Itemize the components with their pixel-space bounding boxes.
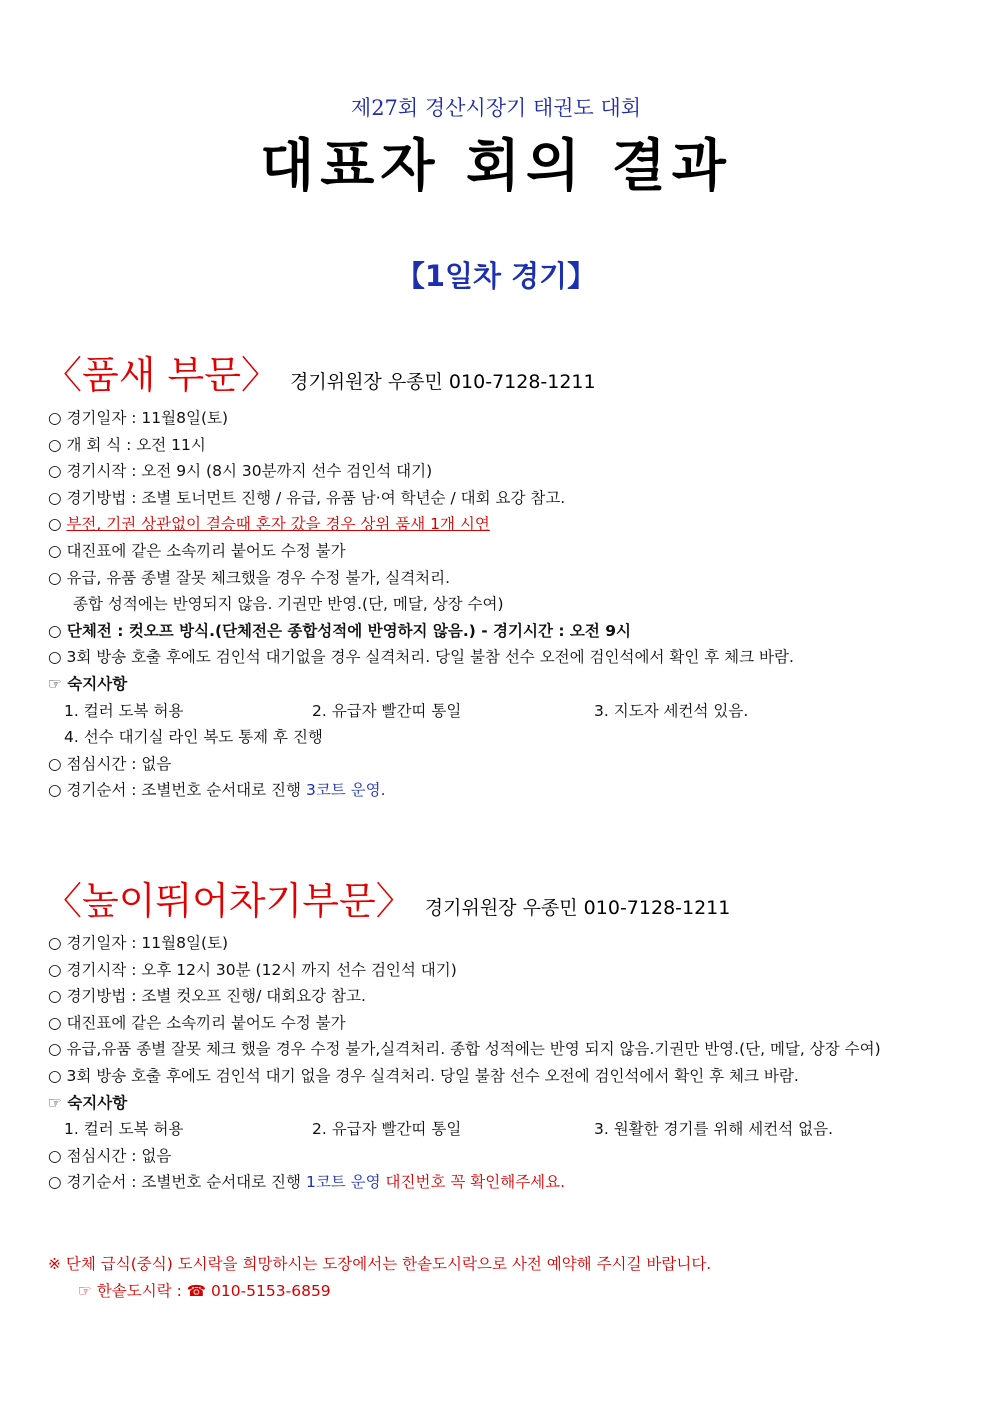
poomsae-bracket-rule: ○ 대진표에 같은 소속끼리 붙어도 수정 불가 [48,541,346,560]
jumpkick-notice-1: 1. 컬러 도복 허용 [64,1120,184,1139]
poomsae-notice-heading: ☞ 숙지사항 [48,674,128,693]
jumpkick-section-title: 〈높이뛰어차기부문〉 [44,879,414,923]
lunchbox-note-text: ※ 단체 급식(중식) 도시락을 희망하시는 도장에서는 한솥도시락으로 사전 예약해 주시길 바랍니다. [48,1255,712,1273]
poomsae-committee-contact: 경기위원장 우종민 010-7128-1211 [290,371,596,393]
jumpkick-bracket-rule: ○ 대진표에 같은 소속끼리 붙어도 수정 불가 [48,1013,346,1032]
poomsae-date: ○ 경기일자 : 11월8일(토) [48,409,229,427]
poomsae-section-header [44,344,596,399]
poomsae-notice-2: 2. 유급자 빨간띠 통일 [312,701,462,720]
poomsae-final-rule-marker: ○ [48,515,67,534]
lunchbox-note [48,1251,711,1304]
page-title: 대표자 회의 결과 [260,134,732,199]
poomsae-opening: ○ 개 회 식 : 오전 11시 [48,435,206,454]
event-subtitle: 제27회 경산시장기 태권도 대회 [350,96,642,120]
poomsae-team-event: ○ 단체전 : 컷오프 방식.(단체전은 종합성적에 반영하지 않음.) - 경기시간 : 오전 9시 [48,621,632,640]
poomsae-section-body [48,405,948,804]
jumpkick-date: ○ 경기일자 : 11월8일(토) [48,934,229,952]
poomsae-notice-row [48,698,948,725]
poomsae-method: ○ 경기방법 : 조별 토너먼트 진행 / 유급, 유품 남·여 학년순 / 대회 요강 참고. [48,488,566,507]
day-heading: 【1일차 경기】 [395,259,597,293]
poomsae-category-rule-cont: 종합 성적에는 반영되지 않음. 기권만 반영.(단, 메달, 상장 수여) [73,595,504,614]
poomsae-category-rule: ○ 유급, 유품 종별 잘못 체크했을 경우 수정 불가, 실격처리. [48,568,451,587]
jumpkick-call-rule: ○ 3회 방송 호출 후에도 검인석 대기 없을 경우 실격처리. 당일 불참 선수 오전에 검인석에서 확인 후 체크 바람. [48,1066,799,1085]
jumpkick-method: ○ 경기방법 : 조별 컷오프 진행/ 대회요강 참고. [48,987,366,1006]
poomsae-call-rule: ○ 3회 방송 호출 후에도 검인석 대기없을 경우 실격처리. 당일 불참 선수 오전에 검인석에서 확인 후 체크 바람. [48,648,794,667]
jumpkick-notice-row [48,1116,948,1143]
poomsae-order-text: ○ 경기순서 : 조별번호 순서대로 진행 [48,781,306,800]
jumpkick-order-warning: 대진번호 꼭 확인해주세요. [380,1173,566,1192]
poomsae-order-court: 3코트 운영. [305,781,386,800]
jumpkick-lunch: ○ 점심시간 : 없음 [48,1146,172,1165]
jumpkick-order [48,1169,948,1196]
jumpkick-section-body [48,930,948,1196]
jumpkick-category-rule: ○ 유급,유품 종별 잘못 체크 했을 경우 수정 불가,실격처리. 종합 성적에는 반영 되지 않음.기권만 반영.(단, 메달, 상장 수여) [48,1040,881,1059]
poomsae-final-rule [48,511,948,538]
jumpkick-committee-contact: 경기위원장 우종민 010-7128-1211 [424,897,731,919]
jumpkick-notice-heading: ☞ 숙지사항 [48,1093,128,1112]
poomsae-final-rule-text: 부전, 기권 상관없이 결승때 혼자 갔을 경우 상위 품새 1개 시연 [66,515,490,534]
jumpkick-notice-3: 3. 원활한 경기를 위해 세컨석 없음. [594,1120,834,1139]
poomsae-start: ○ 경기시작 : 오전 9시 (8시 30분까지 선수 검인석 대기) [48,462,433,481]
poomsae-notice-4: 4. 선수 대기실 라인 복도 통제 후 진행 [64,728,323,747]
jumpkick-start: ○ 경기시작 : 오후 12시 30분 (12시 까지 선수 검인석 대기) [48,960,457,979]
jumpkick-section-header [44,870,730,925]
lunchbox-contact: ☞ 한솥도시락 : ☎ 010-5153-6859 [78,1281,331,1300]
poomsae-section-title: 〈품새 부문〉 [44,353,279,397]
jumpkick-notice-2: 2. 유급자 빨간띠 통일 [312,1120,462,1139]
jumpkick-order-court: 1코트 운영 [305,1173,381,1192]
jumpkick-order-text: ○ 경기순서 : 조별번호 순서대로 진행 [48,1173,306,1192]
poomsae-notice-1: 1. 컬러 도복 허용 [64,701,184,720]
poomsae-notice-3: 3. 지도자 세컨석 있음. [594,701,749,720]
poomsae-lunch: ○ 점심시간 : 없음 [48,754,172,773]
poomsae-order [48,777,948,804]
